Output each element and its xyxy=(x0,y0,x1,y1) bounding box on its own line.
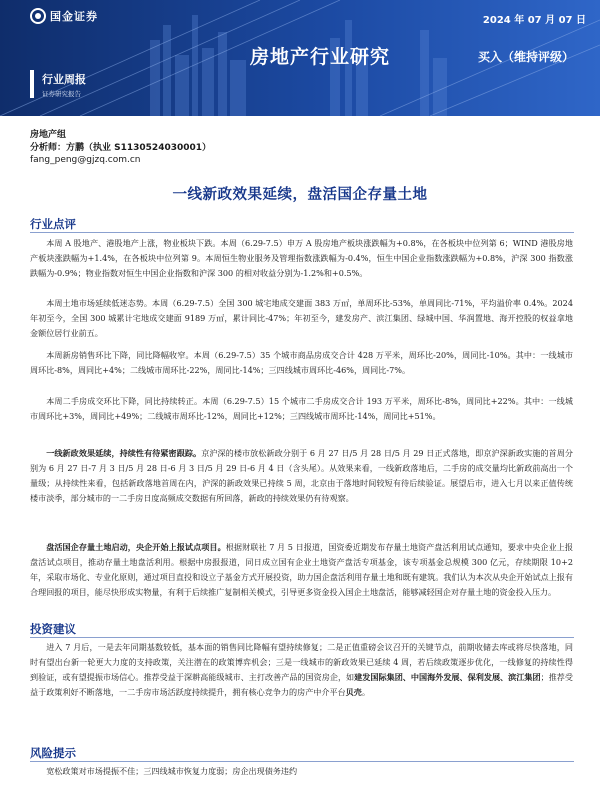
report-title: 房地产行业研究 xyxy=(250,46,391,68)
section-divider xyxy=(30,232,574,233)
section-divider xyxy=(30,761,574,762)
company-logo xyxy=(30,8,98,24)
land-body: 根据财联社 7 月 5 日报道，国资委近期发布存量土地资产盘活利用试点通知，要求中央企业上报盘活试点项目，推动存量土地盘活利用。根据中房报报道，同日成立国有企业土地资产盘活专项基金，该专项基金总规模 300 亿元，存续期限 10+2 年，采取市场化、专业化原则，通过项目直投和设立子基金方式开展投资，助力国企盘活利用存量土地和既有建筑。我们认为本次从央企开始试点上报有合理回报的项目，能尽快形成实物量，有利于后续推广复制相关模式，引导更多资金投入国企土地盘活，能够减轻国企对存量土地的资金投入压力。 xyxy=(30,542,573,597)
risk-paragraph: 宽松政策对市场提振不佳；三四线城市恢复力度弱；房企出现债务违约 xyxy=(46,766,298,776)
section-risk-title: 风险提示 xyxy=(30,746,76,760)
section-review-title: 行业点评 xyxy=(30,217,76,231)
policy-lead: 一线新政效果延续，持续性有待紧密跟踪。 xyxy=(46,448,202,458)
review-paragraph: 本周二手房成交环比下降，同比持续转正。本周（6.29-7.5）15 个城市二手房成交合计 193 万平米，周环比-8%，周同比+22%。其中：一线城市周环比+3%，周同比+49%；二线城市周环比-12%，周同比+12%；三四线城市周环比-14%，周同比+51%。 xyxy=(30,396,573,421)
analyst-email[interactable]: fang_peng@gjzq.com.cn xyxy=(30,155,141,165)
section-divider xyxy=(30,637,574,638)
advice-body-1: 进入 7 月后，一是去年同期基数较低，基本面的销售同比降幅有望持续修复；二是正值重磅会议召开的关键节点，前期收储去库或将尽快落地，同时有望出台新一轮更大力度的支持政策，关注潜在的政策博弈机会；三是一线城市的新政效果已延续 4 周，若后续政策逐步优化，一线修复的持续性得到验证，或有望提振市场信心。推荐受益于深耕高能级城市、主打改善产品的国资房企，如 xyxy=(30,642,573,682)
policy-body: 京沪深的楼市放松新政分别于 6 月 27 日/5 月 28 日/5 月 29 日正式落地，即京沪深新政实施的首周分别为 6 月 27 日-7 月 3 日/5 月 28 日-6 月 3 日/5 月 29 日-6 月 4 日（含头尾）。从效果来看，一线新政落地后，二手房的成交量均比新政前高出一个量级；从持续性来看，包括新政落地首周在内，沪深的新政效果已持续 5 周，北京由于落地时间较短有待后续验证。展望后市，进入七月以来正值传统楼市淡季，部分城市的一二手房日度高频成交数据有所回落，新政的持续效果仍有待观察。 xyxy=(30,448,573,503)
analyst-info xyxy=(30,129,211,167)
report-date: 2024 年 07 月 07 日 xyxy=(482,15,586,26)
group-name: 房地产组 xyxy=(30,130,67,140)
land-lead: 盘活国企存量土地启动，央企开始上报试点项目。 xyxy=(46,542,226,552)
header-banner xyxy=(0,0,600,116)
advice-stocks: 建发国际集团、中国海外发展、保利发展、滨江集团 xyxy=(354,672,541,682)
advice-paragraph xyxy=(30,640,573,700)
report-kind: 行业周报 xyxy=(42,73,86,86)
report-type: 证券研究报告 xyxy=(42,90,81,98)
land-paragraph xyxy=(30,540,573,600)
review-paragraph: 本周新房销售环比下降，同比降幅收窄。本周（6.29-7.5）35 个城市商品房成交合计 428 万平米，周环比-20%，周同比-10%。其中：一线城市周环比-8%，周同比+4%；二线城市周环比-22%，周同比-14%；三四线城市周环比-46%，周同比-7%。 xyxy=(30,350,573,375)
policy-paragraph xyxy=(30,446,573,506)
advice-end: 。 xyxy=(361,687,370,697)
review-paragraph: 本周土地市场延续低迷态势。本周（6.29-7.5）全国 300 城宅地成交建面 383 万㎡，单周环比-53%，单周同比-71%，平均溢价率 0.4%。2024 年初至今，全国 300 城累计宅地成交建面 9189 万㎡，累计同比-47%；年初至今，建发房产、滨江集团、绿城中国、华润置地、海开控股的权益拿地金额位居行业前五。 xyxy=(30,298,573,338)
headline: 一线新政效果延续，盘活国企存量土地 xyxy=(172,187,428,203)
logo-icon xyxy=(30,8,46,24)
logo-text: 国金证券 xyxy=(50,10,98,23)
accent-bar xyxy=(30,70,34,98)
section-advice-title: 投资建议 xyxy=(30,622,76,636)
advice-stock-2: 贝壳 xyxy=(345,687,362,697)
review-paragraph: 本周 A 股地产、港股地产上涨，物业板块下跌。本周（6.29-7.5）申万 A 股房地产板块涨跌幅为+0.8%，在各板块中位列第 6；WIND 港股房地产板块涨跌幅为+1.4%，在各板块中位列第 9。本周恒生物业服务及管理指数涨跌幅为-0.4%，恒生中国企业指数涨跌幅为+0.8%，沪深 300 指数涨跌幅为-0.9%；物业指数对恒生中国企业指数和沪深 300 的相对收益分别为-1.2%和+0.5%。 xyxy=(30,238,573,278)
rating-label: 买入（维持评级） xyxy=(478,50,575,64)
advice-body-2: ；推荐受益于政策利好不断落地，一二手房市场活跃度持续提升，拥有核心竞争力的房产中介平台 xyxy=(30,672,573,697)
analyst-name: 分析师：方鹏（执业 S1130524030001） xyxy=(30,142,212,153)
